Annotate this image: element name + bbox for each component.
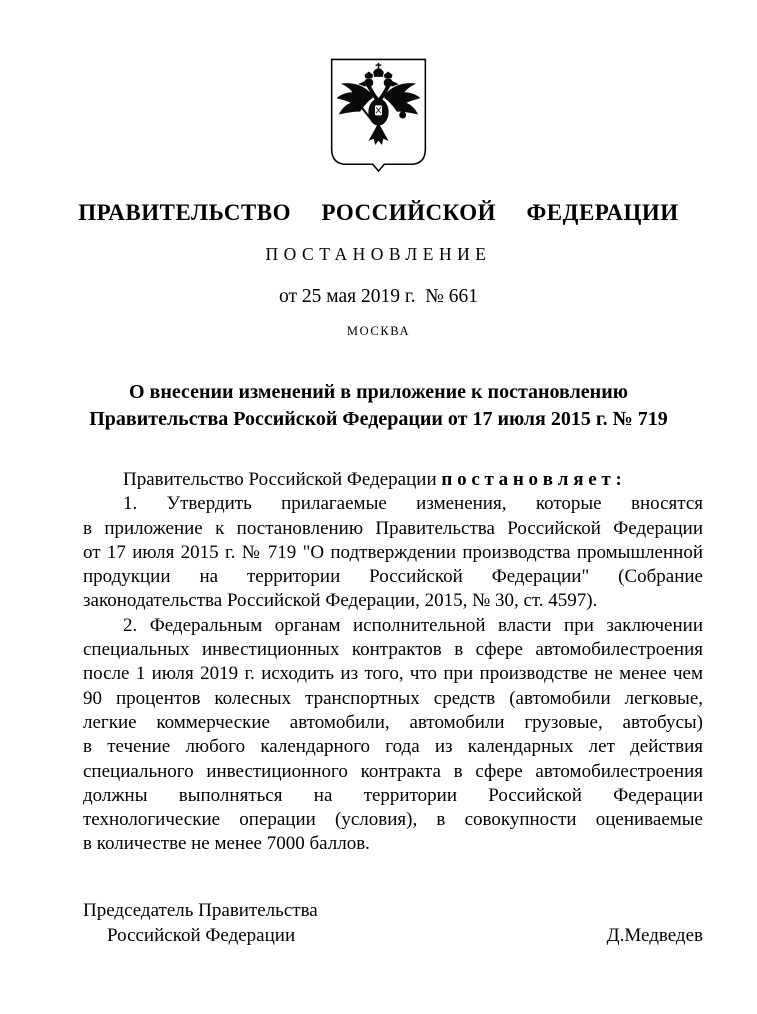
- coat-of-arms-icon: [330, 58, 427, 172]
- body-line: в течение любого календарного года из календарных лет действия: [83, 736, 703, 758]
- body-line: 90 процентов колесных транспортных средств (автомобили легковые,: [83, 687, 703, 709]
- body-line: легкие коммерческие автомобили, автомобили грузовые, автобусы): [83, 711, 703, 733]
- intro-line: [83, 468, 703, 492]
- date-and-number: от 25 мая 2019 г. № 661: [279, 286, 478, 307]
- body-paragraphs: [83, 492, 703, 856]
- signer-position-line1: Председатель Правительства: [83, 900, 318, 921]
- city-label: МОСКВА: [346, 324, 411, 338]
- body-line: после 1 июля 2019 г. исходить из того, что при производстве не менее чем: [83, 663, 703, 685]
- intro-normal-text: Правительство Российской Федерации: [123, 469, 442, 490]
- body-line: специального инвестиционного контракта в сфере автомобилестроения: [83, 760, 703, 782]
- emblem-box: [0, 58, 757, 177]
- body-line: технологические операции (условия), в совокупности оцениваемые: [83, 809, 703, 831]
- document-title-line2: Правительства Российской Федерации от 17 июля 2015 г. № 719: [89, 408, 668, 430]
- body-line: в количестве не менее 7000 баллов.: [83, 833, 370, 855]
- document-title: [0, 379, 757, 433]
- body-line: должны выполняться на территории Российской Федерации: [83, 784, 703, 806]
- document-title-line1: О внесении изменений в приложение к постановлению: [128, 381, 629, 403]
- document-type-label: ПОСТАНОВЛЕНИЕ: [265, 244, 492, 264]
- government-name: ПРАВИТЕЛЬСТВО РОССИЙСКОЙ ФЕДЕРАЦИИ: [78, 200, 679, 225]
- body-line: 2. Федеральным органам исполнительной власти при заключении: [123, 614, 703, 636]
- body-line: 1. Утвердить прилагаемые изменения, которые вносятся: [123, 493, 703, 515]
- body-line: от 17 июля 2015 г. № 719 "О подтверждении производства промышленной: [83, 541, 703, 563]
- body-line: в приложение к постановлению Правительства Российской Федерации: [83, 517, 703, 539]
- signature-row: [83, 923, 703, 948]
- signature-block: [83, 898, 703, 948]
- body-text: [83, 468, 703, 857]
- signer-name: Д.Медведев: [606, 925, 703, 946]
- body-line: продукции на территории Российской Федерации" (Собрание: [83, 566, 703, 588]
- body-line: специальных инвестиционных контрактов в сфере автомобилестроения: [83, 639, 703, 661]
- body-line: законодательства Российской Федерации, 2015, № 30, ст. 4597).: [83, 590, 598, 612]
- intro-emphasis-text: п о с т а н о в л я е т :: [441, 469, 622, 490]
- signer-position-line2: Российской Федерации: [107, 925, 296, 946]
